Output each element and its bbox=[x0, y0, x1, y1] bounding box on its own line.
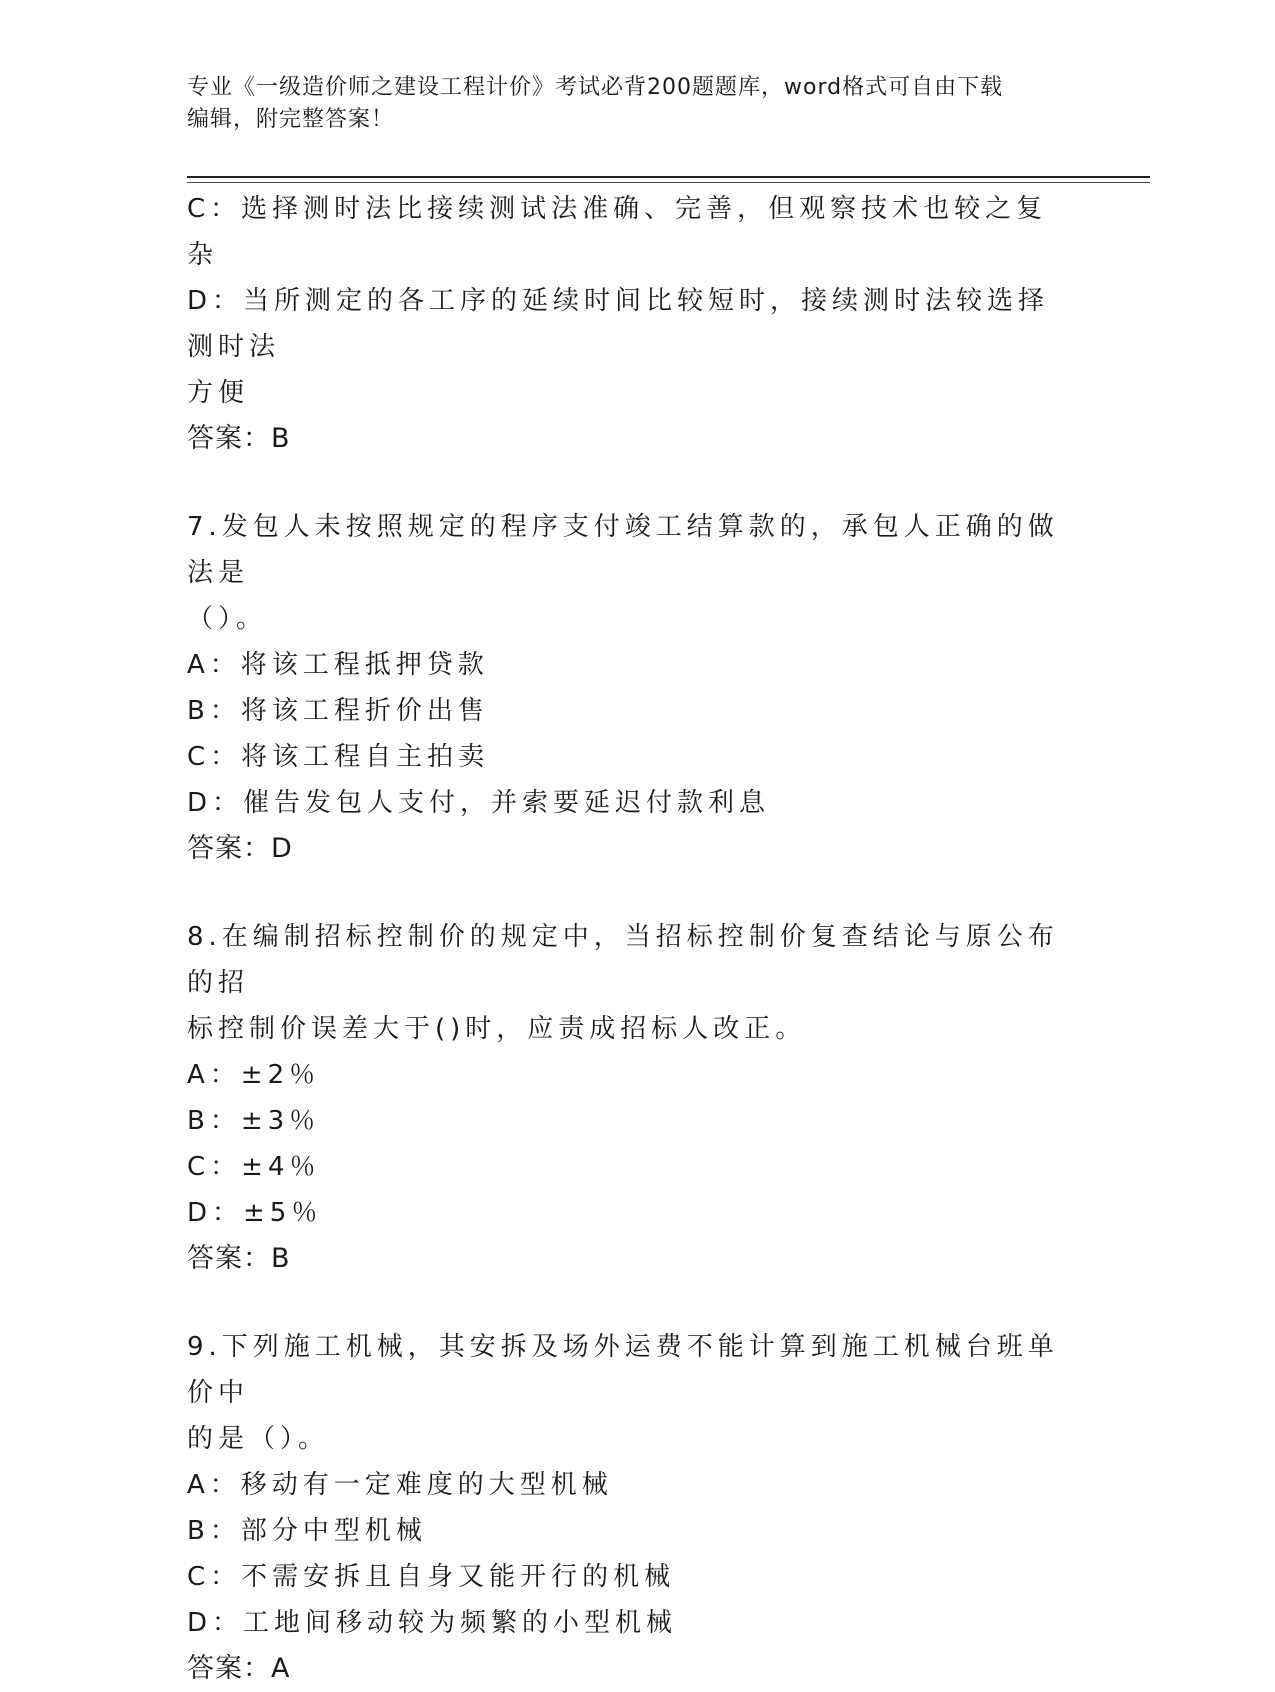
question-stem-continued: 的是（）。 bbox=[187, 1424, 330, 1454]
answer-line: 答案：B bbox=[187, 423, 291, 454]
document-header bbox=[187, 72, 1067, 136]
option-b: B：±3％ bbox=[187, 1106, 321, 1136]
answer-line: 答案：B bbox=[187, 1243, 291, 1274]
option-d: D：当所测定的各工序的延续时间比较短时，接续测时法较选择测时法 bbox=[187, 286, 1050, 362]
block-spacer bbox=[187, 1282, 1067, 1324]
question-block-8 bbox=[187, 914, 1067, 1282]
option-c: C：±4％ bbox=[187, 1152, 321, 1182]
question-block-6-tail bbox=[187, 186, 1067, 462]
document-body bbox=[187, 186, 1067, 1692]
question-stem: 8.在编制招标控制价的规定中，当招标控制价复查结论与原公布的招 bbox=[187, 922, 1059, 998]
block-spacer bbox=[187, 462, 1067, 504]
question-stem: 9.下列施工机械，其安拆及场外运费不能计算到施工机械台班单价中 bbox=[187, 1332, 1059, 1408]
option-a: A：将该工程抵押贷款 bbox=[187, 650, 489, 680]
option-c: C：选择测时法比接续测试法准确、完善，但观察技术也较之复杂 bbox=[187, 194, 1048, 270]
question-stem-continued: （）。 bbox=[187, 604, 268, 634]
header-title-line-2: 编辑，附完整答案！ bbox=[187, 107, 395, 132]
question-stem: 7.发包人未按照规定的程序支付竣工结算款的，承包人正确的做法是 bbox=[187, 512, 1059, 588]
option-d: D：工地间移动较为频繁的小型机械 bbox=[187, 1608, 678, 1638]
option-c: C：不需安拆且自身又能开行的机械 bbox=[187, 1562, 676, 1592]
header-title-line-1: 专业《一级造价师之建设工程计价》考试必背200题题库，word格式可自由下载 bbox=[187, 75, 1004, 100]
block-spacer bbox=[187, 872, 1067, 914]
option-d: D：催告发包人支付，并索要延迟付款利息 bbox=[187, 788, 771, 818]
option-c: C：将该工程自主拍卖 bbox=[187, 742, 490, 772]
option-b: B：部分中型机械 bbox=[187, 1516, 427, 1546]
option-a: A：±2％ bbox=[187, 1060, 321, 1090]
header-divider-thick bbox=[187, 176, 1150, 178]
question-block-7 bbox=[187, 504, 1067, 872]
option-d-continued: 方便 bbox=[187, 378, 250, 408]
option-b: B：将该工程折价出售 bbox=[187, 696, 489, 726]
question-stem-continued: 标控制价误差大于()时，应责成招标人改正。 bbox=[187, 1014, 807, 1044]
header-divider-thin bbox=[187, 182, 1150, 183]
question-block-9 bbox=[187, 1324, 1067, 1692]
option-a: A：移动有一定难度的大型机械 bbox=[187, 1470, 613, 1500]
answer-line: 答案：A bbox=[187, 1653, 291, 1684]
option-d: D：±5％ bbox=[187, 1198, 323, 1228]
answer-line: 答案：D bbox=[187, 833, 293, 864]
